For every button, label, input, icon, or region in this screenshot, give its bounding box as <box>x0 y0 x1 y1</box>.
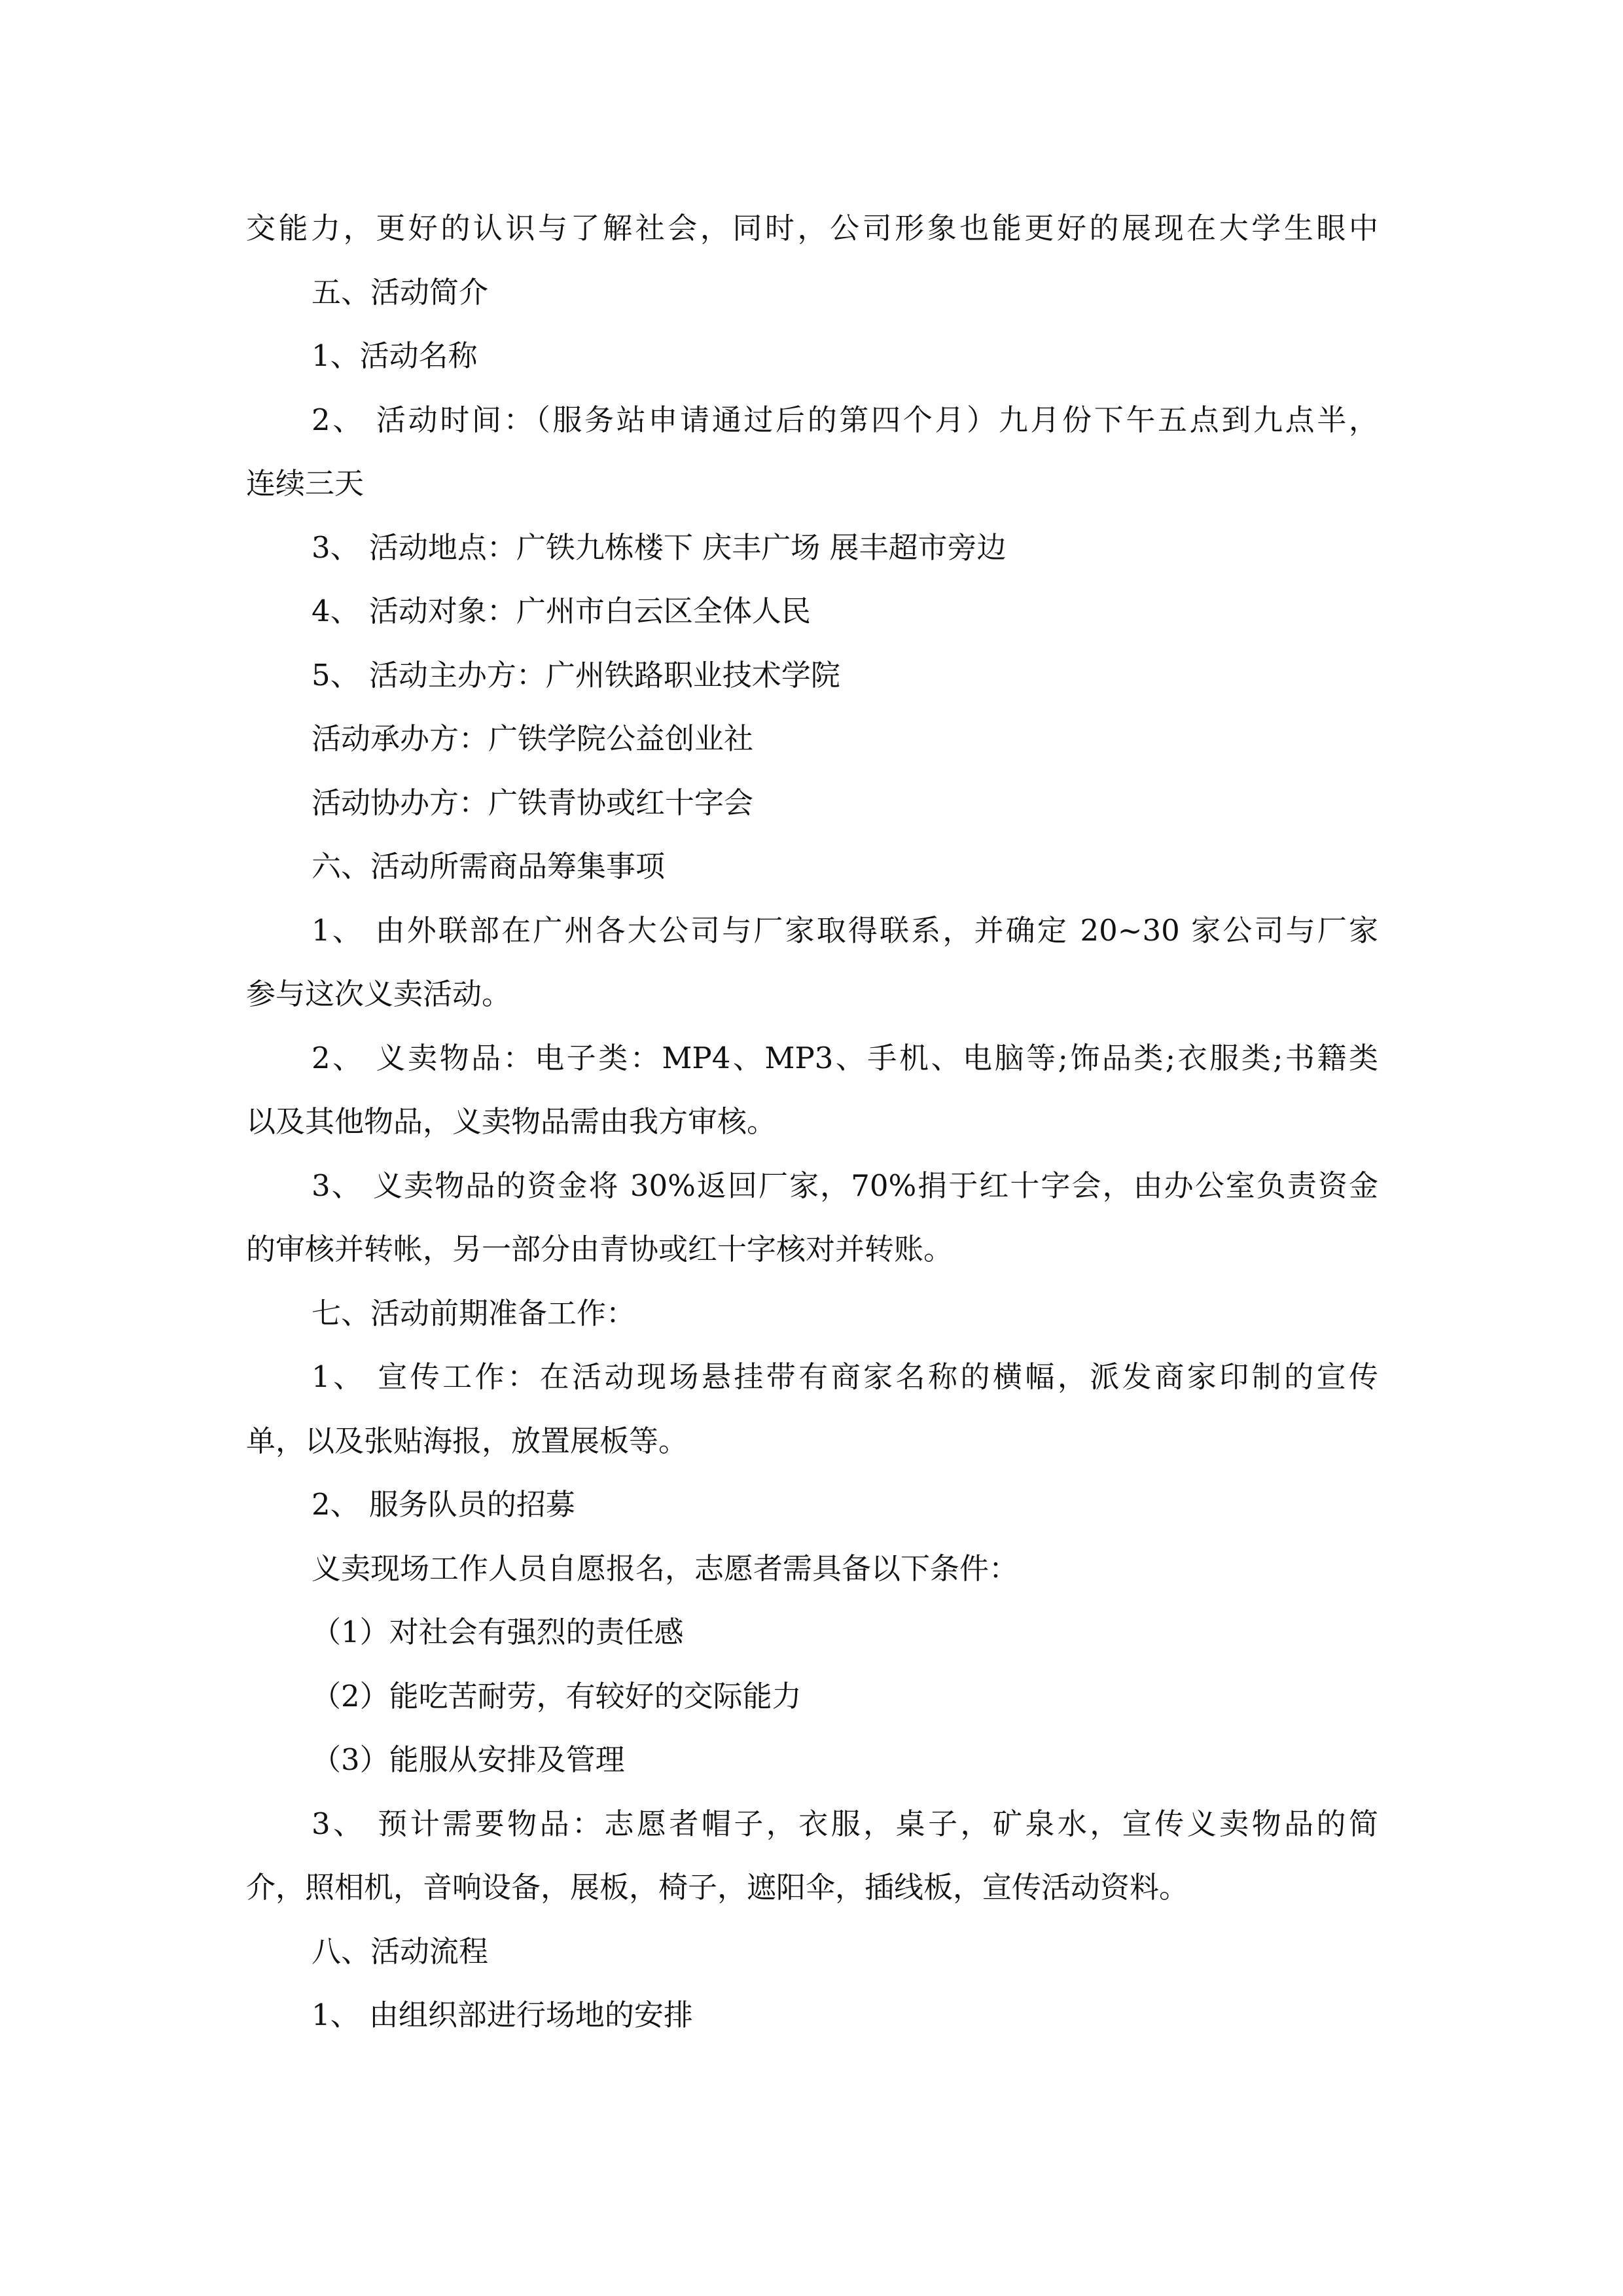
list-item: 1、 宣传工作：在活动现场悬挂带有商家名称的横幅，派发商家印制的宣传 <box>312 1359 1378 1394</box>
list-item: 3、 预计需要物品：志愿者帽子，衣服，桌子，矿泉水，宣传义卖物品的简 <box>312 1806 1378 1841</box>
list-item: 1、 由外联部在广州各大公司与厂家取得联系，并确定 20~30 家公司与厂家 <box>312 912 1378 948</box>
section-heading: 八、活动流程 <box>312 1933 489 1969</box>
section-heading: 五、活动简介 <box>312 274 489 310</box>
list-item: 5、 活动主办方：广州铁路职业技术学院 <box>312 657 840 692</box>
text-line: 单，以及张贴海报，放置展板等。 <box>246 1423 688 1458</box>
list-item: 2、 义卖物品：电子类：MP4、MP3、手机、电脑等;饰品类;衣服类;书籍类 <box>312 1040 1378 1075</box>
list-item: 2、 活动时间：（服务站申请通过后的第四个月）九月份下午五点到九点半， <box>312 402 1378 437</box>
text-line: 义卖现场工作人员自愿报名，志愿者需具备以下条件： <box>312 1551 1019 1586</box>
list-item: （1）对社会有强烈的责任感 <box>312 1615 684 1649</box>
text-line: 连续三天 <box>246 466 365 501</box>
list-item: 4、 活动对象：广州市白云区全体人民 <box>312 594 811 628</box>
text-line: 以及其他物品，义卖物品需由我方审核。 <box>246 1104 777 1139</box>
list-item: 2、 服务队员的招募 <box>312 1487 575 1522</box>
text-line: 活动承办方：广铁学院公益创业社 <box>312 721 754 756</box>
text-line: 介，照相机，音响设备，展板，椅子，遮阳伞，插线板，宣传活动资料。 <box>246 1870 1189 1905</box>
text-line: 参与这次义卖活动。 <box>246 977 512 1011</box>
section-heading: 六、活动所需商品筹集事项 <box>312 849 666 884</box>
list-item: 1、活动名称 <box>312 338 478 373</box>
list-item: 3、 义卖物品的资金将 30%返回厂家，70%捐于红十字会，由办公室负责资金 <box>312 1168 1378 1203</box>
list-item: （2）能吃苦耐劳，有较好的交际能力 <box>312 1678 802 1713</box>
text-line: 交能力，更好的认识与了解社会，同时，公司形象也能更好的展现在大学生眼中 <box>246 211 1378 245</box>
section-heading: 七、活动前期准备工作： <box>312 1295 636 1331</box>
text-line: 活动协办方：广铁青协或红十字会 <box>312 785 754 820</box>
list-item: 1、 由组织部进行场地的安排 <box>312 1998 693 2032</box>
text-line: 的审核并转帐，另一部分由青协或红十字核对并转账。 <box>246 1232 954 1266</box>
document-body <box>246 196 1378 2047</box>
list-item: （3）能服从安排及管理 <box>312 1742 625 1777</box>
list-item: 3、 活动地点：广铁九栋楼下 庆丰广场 展丰超市旁边 <box>312 529 1007 565</box>
